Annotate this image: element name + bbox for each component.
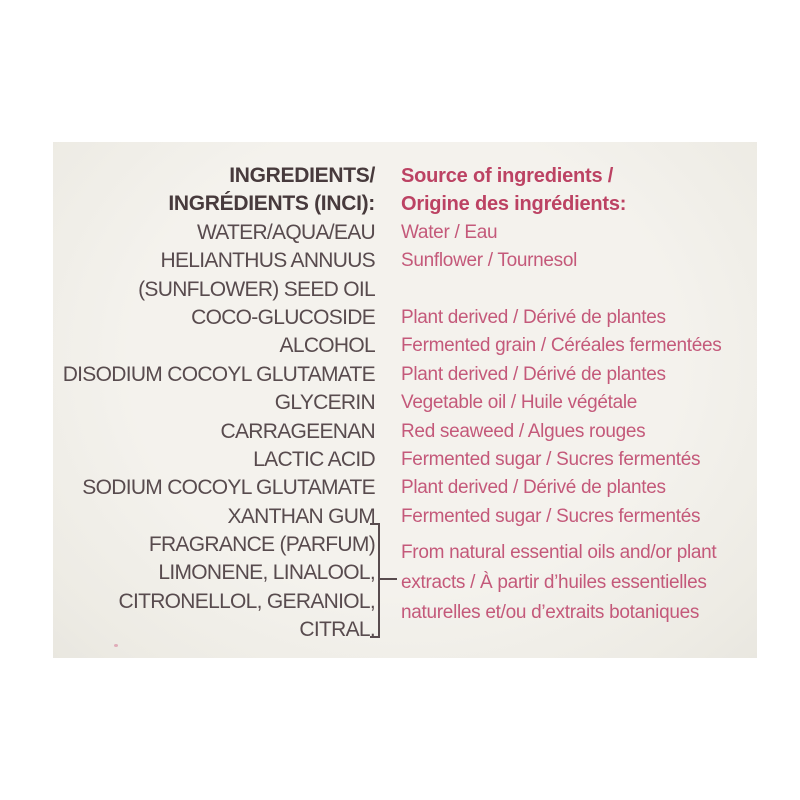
ingredient-name: LACTIC ACID: [253, 447, 375, 471]
ingredient-source: Water / Eau: [401, 221, 498, 243]
source-column-header: Origine des ingrédients:: [401, 193, 627, 216]
print-speck: [114, 644, 118, 647]
ingredient-source: Fermented grain / Céréales fermentées: [401, 335, 722, 357]
ingredient-name: COCO-GLUCOSIDE: [191, 305, 375, 329]
table-row: [53, 418, 757, 446]
ingredient-source: Sunflower / Tournesol: [401, 250, 578, 272]
table-row: [53, 276, 757, 304]
ingredients-label-photo: [53, 142, 757, 658]
ingredient-name: CARRAGEENAN: [220, 419, 375, 443]
table-row: [53, 361, 757, 389]
ingredients-column-header: INGREDIENTS/: [229, 164, 375, 187]
table-row: [53, 446, 757, 474]
fragrance-source-note-line: naturelles et/ou d’extraits botaniques: [401, 602, 700, 623]
ingredient-name: SODIUM COCOYL GLUTAMATE: [82, 476, 375, 500]
ingredients-column-header: INGRÉDIENTS (INCI):: [168, 192, 375, 216]
table-row: [53, 474, 757, 502]
table-row: [53, 503, 757, 531]
fragrance-source-note-line: extracts / À partir d’huiles essentielles: [401, 572, 707, 593]
table-row: [53, 247, 757, 275]
ingredient-name: XANTHAN GUM: [227, 504, 375, 528]
table-row: [53, 332, 757, 360]
fragrance-group-bracket: [370, 523, 380, 638]
source-column-header: Source of ingredients /: [401, 165, 614, 187]
table-header-row: [53, 190, 757, 218]
fragrance-source-note: [401, 538, 753, 628]
table-row: [53, 389, 757, 417]
ingredient-source: Plant derived / Dérivé de plantes: [401, 306, 666, 328]
ingredient-name: CITRAL.: [299, 618, 375, 642]
ingredient-name: GLYCERIN: [274, 391, 375, 415]
ingredient-name: (SUNFLOWER) SEED OIL: [138, 277, 375, 301]
table-row: [53, 219, 757, 247]
ingredient-source: Plant derived / Dérivé de plantes: [401, 363, 666, 385]
ingredient-name: ALCOHOL: [279, 334, 375, 358]
fragrance-source-note-line: From natural essential oils and/or plant: [401, 542, 717, 563]
ingredient-source: Plant derived / Dérivé de plantes: [401, 477, 666, 499]
ingredient-name: FRAGRANCE (PARFUM): [148, 533, 375, 557]
fragrance-group-bracket-tick: [380, 578, 397, 580]
ingredient-source: Vegetable oil / Huile végétale: [401, 392, 638, 414]
ingredient-source: Fermented sugar / Sucres fermentés: [401, 505, 701, 527]
ingredient-name: DISODIUM COCOYL GLUTAMATE: [62, 362, 375, 386]
ingredient-source: Red seaweed / Algues rouges: [401, 420, 646, 442]
ingredient-name: HELIANTHUS ANNUUS: [160, 249, 375, 273]
table-header-row: [53, 162, 757, 190]
ingredient-source: Fermented sugar / Sucres fermentés: [401, 448, 701, 470]
table-row: [53, 304, 757, 332]
ingredient-name: CITRONELLOL, GERANIOL,: [118, 589, 375, 613]
ingredient-name: WATER/AQUA/EAU: [196, 220, 375, 244]
ingredient-name: LIMONENE, LINALOOL,: [158, 561, 375, 585]
